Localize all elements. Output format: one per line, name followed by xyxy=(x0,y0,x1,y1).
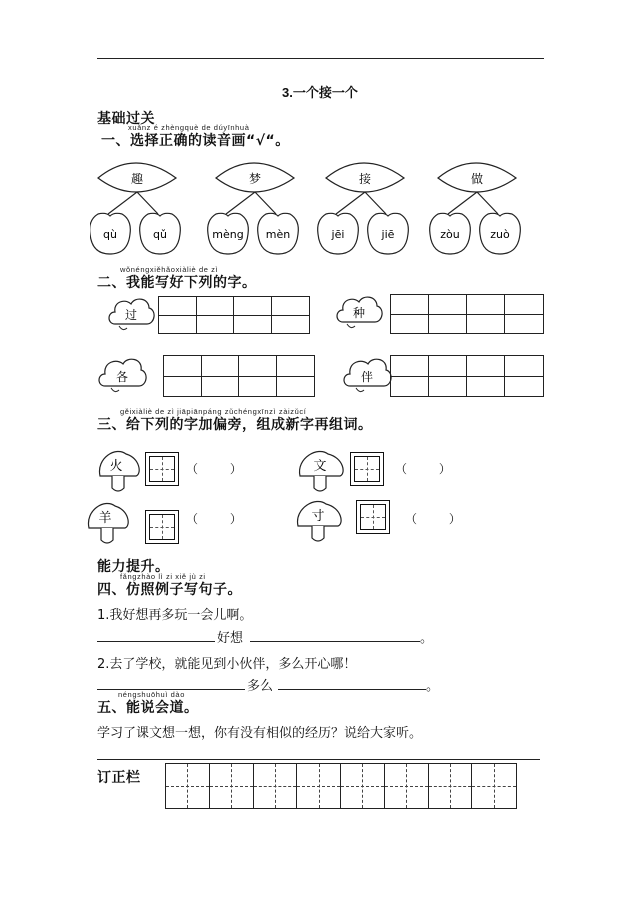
cherry-stem xyxy=(477,192,498,214)
ability-heading: 能力提升。 xyxy=(97,559,170,575)
q1-pinyin: xuǎnz é zhèngquè de dúyīnhuà xyxy=(128,123,250,132)
cherry-right-pinyin: mèn xyxy=(265,228,291,241)
q5-pinyin: néngshuōhuì dào xyxy=(118,690,185,699)
char-box-4[interactable] xyxy=(356,500,390,534)
writing-grid-1[interactable] xyxy=(158,296,310,334)
cherry-right-pinyin: qǔ xyxy=(153,228,167,241)
paren-1[interactable]: （ ） xyxy=(186,462,256,476)
cherry-group-1 xyxy=(90,163,180,254)
cherry-left-pinyin: jēi xyxy=(331,228,345,241)
svg-text:火: 火 xyxy=(109,459,123,474)
basic-heading: 基础过关 xyxy=(97,111,155,127)
paren-2[interactable]: （ ） xyxy=(395,462,465,476)
mushroom-4 xyxy=(294,498,344,544)
svg-text:寸: 寸 xyxy=(311,509,325,524)
cherry-left-pinyin: qù xyxy=(103,228,117,241)
writing-grid-2[interactable] xyxy=(390,294,544,334)
cloud-3 xyxy=(95,352,151,402)
cherry-left-pinyin: zòu xyxy=(440,228,460,241)
q3-pinyin: gěixiàliè de zì jiāpiānpáng zǔchéngxīnzì zàizǔcí xyxy=(120,407,307,416)
cherry-group-4 xyxy=(430,163,521,254)
cherry-stem xyxy=(108,192,137,214)
cloud-4 xyxy=(340,352,396,402)
q2-pinyin: wǒnéngxiěhǎoxiàliè de zì xyxy=(120,265,219,274)
svg-text:各: 各 xyxy=(115,370,129,384)
cherry-right-pinyin: jiē xyxy=(381,228,395,241)
cherry-stem xyxy=(137,192,158,214)
sentence-1-word: 好想 xyxy=(217,631,244,646)
sentence-1-blank-b[interactable] xyxy=(250,641,420,642)
cherry-stem xyxy=(365,192,386,214)
correction-grid[interactable] xyxy=(165,763,517,809)
mushroom-2 xyxy=(296,448,346,494)
cherry-char: 梦 xyxy=(248,172,262,186)
cherry-char: 趣 xyxy=(130,172,144,186)
sentence-2-period: 。 xyxy=(426,679,440,694)
paren-3[interactable]: （ ） xyxy=(186,512,256,526)
sentence-1-example: 1.我好想再多玩一会儿啊。 xyxy=(97,608,253,623)
q2-heading: 二、我能写好下列的字。 xyxy=(97,275,257,291)
cherry-group-2 xyxy=(208,163,299,254)
svg-text:伴: 伴 xyxy=(360,370,374,384)
cherry-diagrams xyxy=(90,148,550,258)
writing-grid-3[interactable] xyxy=(163,355,315,397)
svg-text:文: 文 xyxy=(313,459,327,474)
mushroom-3 xyxy=(85,500,131,546)
correction-rule xyxy=(97,759,540,760)
cherry-char: 做 xyxy=(470,172,484,186)
char-box-3[interactable] xyxy=(145,510,179,544)
sentence-2-blank-b[interactable] xyxy=(278,689,426,690)
svg-text:过: 过 xyxy=(124,308,138,322)
char-box-1[interactable] xyxy=(145,452,179,486)
cherry-stem xyxy=(255,192,276,214)
cloud-2 xyxy=(333,290,385,336)
cherry-right-pinyin: zuò xyxy=(490,228,510,241)
paren-4[interactable]: （ ） xyxy=(405,512,475,526)
cherry-stem xyxy=(336,192,365,214)
svg-text:种: 种 xyxy=(352,306,366,320)
q4-pinyin: fǎngzhào lì zi xiě jù zi xyxy=(120,572,206,581)
q3-heading: 三、给下列的字加偏旁，组成新字再组词。 xyxy=(97,417,373,433)
q5-prompt: 学习了课文想一想，你有没有相似的经历？说给大家听。 xyxy=(97,726,423,741)
svg-text:羊: 羊 xyxy=(98,511,112,526)
cherry-group-3 xyxy=(318,163,409,254)
q4-heading: 四、仿照例子写句子。 xyxy=(97,582,242,598)
cloud-1 xyxy=(105,292,157,338)
q1-heading: 一、选择正确的读音画“√“。 xyxy=(101,133,290,149)
sentence-2-word: 多么 xyxy=(247,679,274,694)
writing-grid-4[interactable] xyxy=(390,355,544,397)
sentence-1-period: 。 xyxy=(420,631,434,646)
sentence-2-example: 2.去了学校，就能见到小伙伴，多么开心哪！ xyxy=(97,657,357,672)
cherry-char: 接 xyxy=(358,172,372,186)
sentence-1-blank-a[interactable] xyxy=(97,641,215,642)
q5-heading: 五、能说会道。 xyxy=(97,700,199,716)
page-title: 3.一个接一个 xyxy=(282,85,358,100)
top-rule xyxy=(97,58,544,59)
correction-label: 订正栏 xyxy=(97,770,141,786)
cherry-stem xyxy=(226,192,255,214)
mushroom-1 xyxy=(96,448,142,494)
cherry-stem xyxy=(448,192,477,214)
char-box-2[interactable] xyxy=(350,452,384,486)
cherry-left-pinyin: mèng xyxy=(212,228,244,241)
